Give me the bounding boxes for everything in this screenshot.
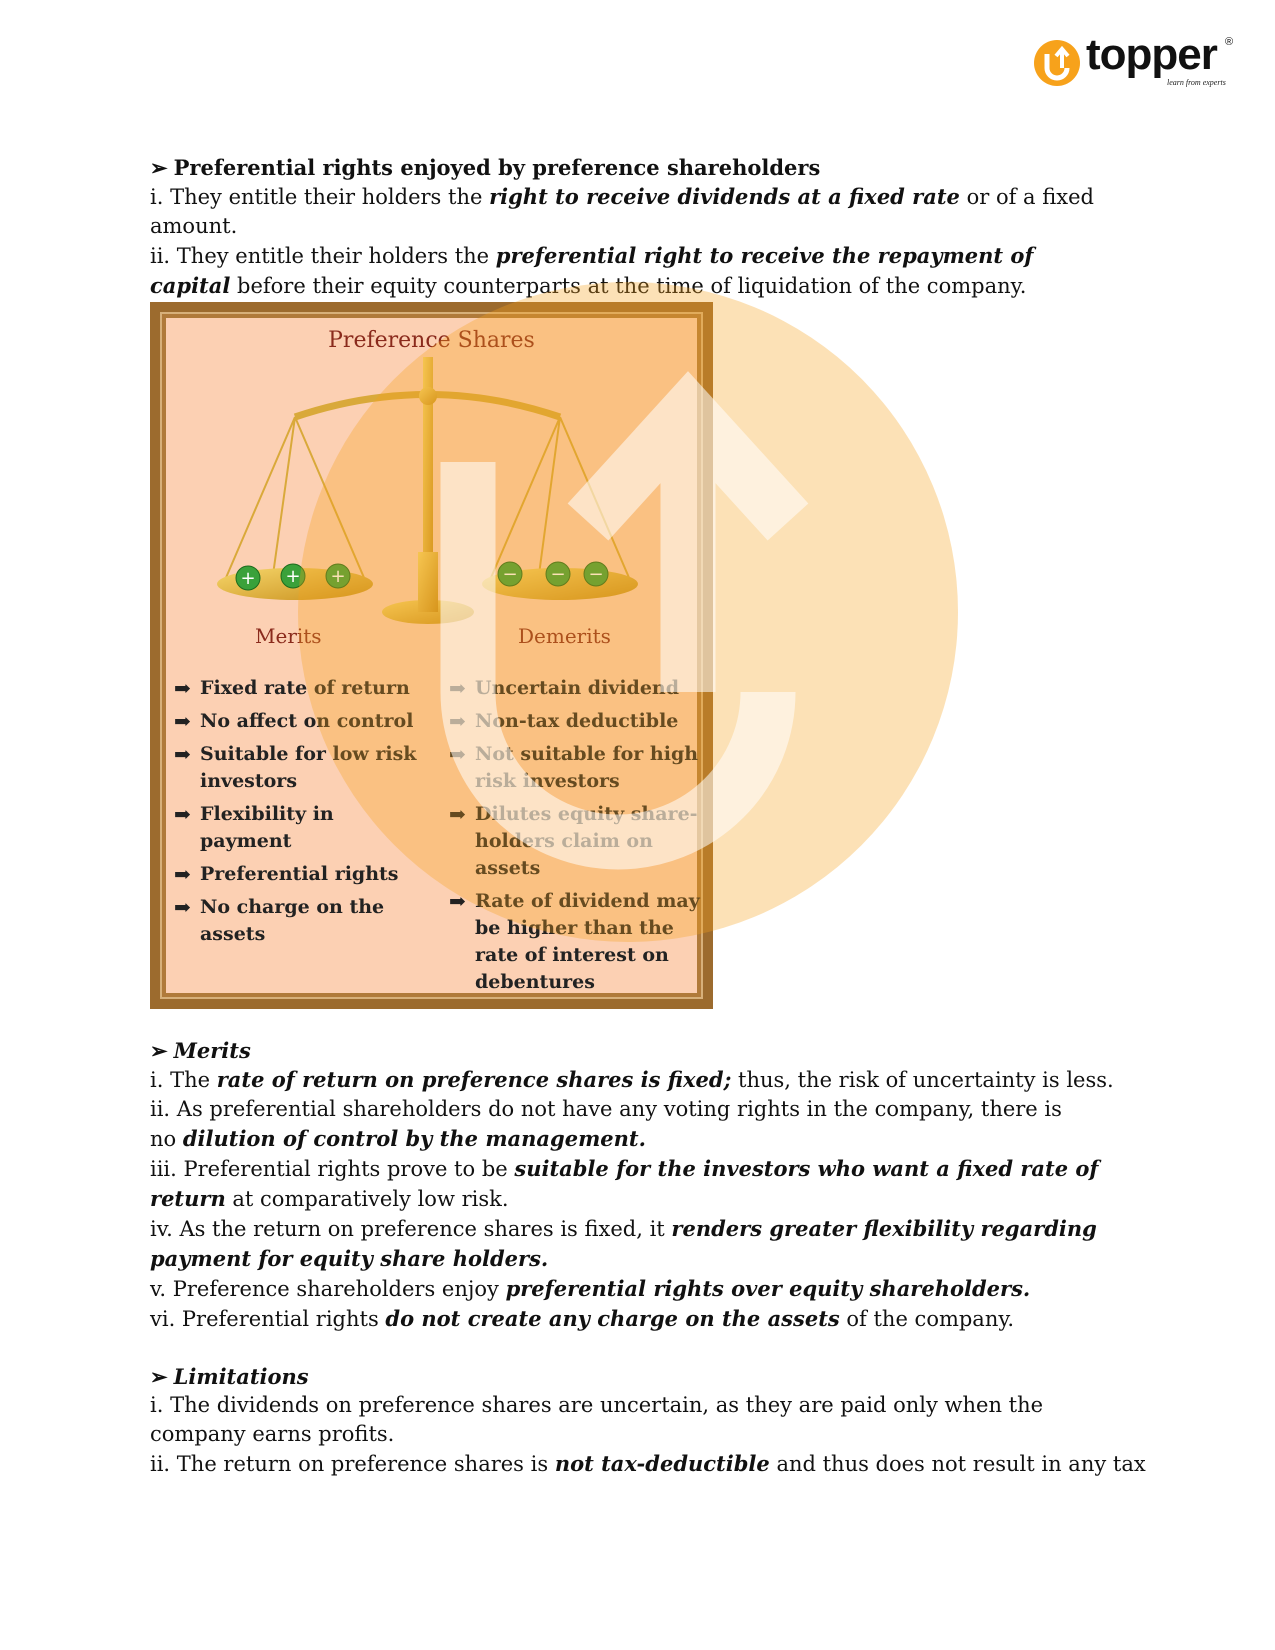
plus-weight-icon [326, 564, 350, 588]
paragraph-line: i. The rate of return on preference shares is fixed; thus, the risk of uncertainty is less. [150, 1067, 1114, 1092]
svg-text:−: − [588, 564, 604, 585]
paragraph-line: v. Preference shareholders enjoy preferential rights over equity shareholders. [150, 1276, 1031, 1301]
paragraph-line: no dilution of control by the management. [150, 1126, 646, 1151]
preference-shares-figure [150, 302, 713, 1009]
list-item: ➡ Dilutes equity share-holders claim on assets [449, 802, 698, 879]
arrow-bullet-icon: ➢ [150, 1364, 168, 1389]
svg-text:+: + [285, 566, 301, 587]
arrow-right-icon: ➡ [449, 889, 466, 913]
section-preferential-rights [150, 153, 1140, 301]
arrow-right-icon: ➡ [174, 802, 191, 826]
paragraph-line: capital before their equity counterparts at the time of liquidation of the company. [150, 273, 1027, 298]
list-item: ➡ No charge on the assets [174, 895, 385, 945]
section-heading: ➢ Preferential rights enjoyed by preference shareholders [150, 155, 821, 180]
section-merits [150, 1036, 1140, 1334]
list-item: ➡ Fixed rate of return [174, 676, 410, 700]
arrow-right-icon: ➡ [449, 802, 466, 826]
arrow-right-icon: ➡ [449, 709, 466, 733]
paragraph-line: iv. As the return on preference shares is fixed, it renders greater flexibility regarding [150, 1216, 1097, 1241]
section-heading: ➢ Merits [150, 1038, 251, 1063]
figure-title: Preference Shares [328, 328, 535, 353]
paragraph-line: vi. Preferential rights do not create any charge on the assets of the company. [150, 1306, 1015, 1331]
list-item: ➡ Suitable for low risk investors [174, 742, 417, 792]
minus-weight-icon [498, 562, 522, 586]
section-limitations [150, 1362, 1146, 1479]
minus-weight-icon [546, 562, 570, 586]
logo-registered-mark: ® [1225, 36, 1234, 48]
paragraph-line: i. They entitle their holders the right to receive dividends at a fixed rate or of a fixed [150, 184, 1094, 209]
arrow-right-icon: ➡ [174, 862, 191, 886]
topper-logo [1032, 30, 1237, 96]
paragraph-line: ii. They entitle their holders the preferential right to receive the repayment of [150, 243, 1034, 268]
list-item: ➡ No affect on control [174, 709, 414, 733]
merits-list [170, 675, 425, 954]
section-heading: ➢ Limitations [150, 1364, 309, 1389]
arrow-right-icon: ➡ [174, 676, 191, 700]
merits-label: Merits [255, 624, 322, 648]
minus-weight-icon [584, 562, 608, 586]
paragraph-line: amount. [150, 214, 238, 238]
plus-weight-icon [236, 566, 260, 590]
arrow-right-icon: ➡ [449, 742, 466, 766]
paragraph-line: company earns profits. [150, 1422, 395, 1446]
list-item: ➡ Not suitable for high risk investors [449, 742, 699, 792]
arrow-right-icon: ➡ [449, 676, 466, 700]
demerits-list [445, 675, 705, 1002]
paragraph-line: iii. Preferential rights prove to be suitable for the investors who want a fixed rate of [150, 1156, 1099, 1181]
arrow-bullet-icon: ➢ [150, 155, 168, 180]
logo-tagline: learn from experts [1167, 78, 1226, 87]
arrow-right-icon: ➡ [174, 742, 191, 766]
list-item: ➡ Uncertain dividend [449, 676, 680, 700]
svg-text:+: + [330, 566, 346, 587]
list-item: ➡ Rate of dividend may be higher than the rate of interest on debentures [449, 889, 700, 993]
arrow-right-icon: ➡ [174, 709, 191, 733]
svg-text:−: − [550, 564, 566, 585]
list-item: ➡ Flexibility in payment [174, 802, 334, 852]
svg-text:+: + [240, 568, 256, 589]
logo-wordmark: topper [1086, 30, 1217, 79]
arrow-right-icon: ➡ [174, 895, 191, 919]
svg-text:−: − [502, 564, 518, 585]
paragraph-line: return at comparatively low risk. [150, 1186, 509, 1211]
paragraph-line: ii. The return on preference shares is not tax-deductible and thus does not result in any tax [150, 1451, 1146, 1476]
list-item: ➡ Preferential rights [174, 862, 399, 886]
paragraph-line: payment for equity share holders. [150, 1246, 549, 1271]
arrow-bullet-icon: ➢ [150, 1038, 168, 1063]
list-item: ➡ Non-tax deductible [449, 709, 679, 733]
paragraph-line: ii. As preferential shareholders do not have any voting rights in the company, there is [150, 1097, 1062, 1121]
demerits-label: Demerits [518, 624, 611, 648]
paragraph-line: i. The dividends on preference shares are uncertain, as they are paid only when the [150, 1393, 1044, 1417]
plus-weight-icon [281, 564, 305, 588]
topper-logo-icon [1032, 38, 1082, 88]
